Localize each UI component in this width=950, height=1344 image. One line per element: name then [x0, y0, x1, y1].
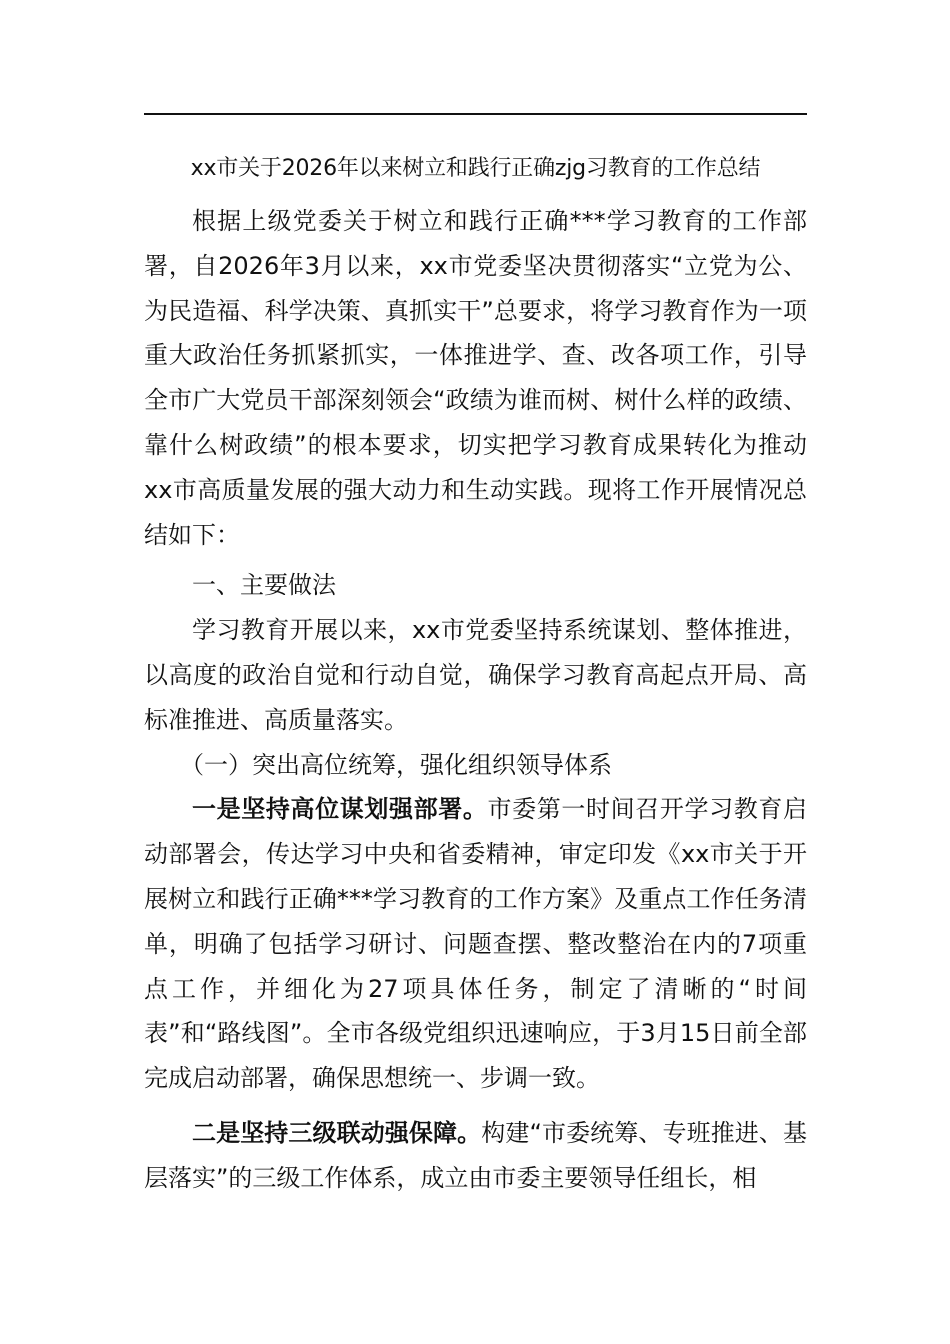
- section-heading: 一、主要做法: [192, 571, 336, 600]
- document-title: xx市关于2026年以来树立和践行正确zjg习教育的工作总结: [190, 156, 761, 181]
- document-body: [144, 199, 807, 1201]
- section-paragraph: 学习教育开展以来，xx市党委坚持系统谋划、整体推进，以高度的政治自觉和行动自觉，确保学习教育高起点开局、高标准推进、高质量落实。: [144, 616, 807, 734]
- item-paragraph-1: [144, 787, 807, 1101]
- item-text-1: 市委第一时间召开学习教育启动部署会，传达学习中央和省委精神，审定印发《xx市关于开展树立和践行正确***学习教育的工作方案》及重点工作任务清单，明确了包括学习研讨、问题查摆、整改整治在内的7项重点工作，并细化为27项具体任务，制定了清晰的“时间表”和“路线图”。全市各级党组织迅速响应，于3月15日前全部完成启动部署，确保思想统一、步调一致。: [144, 795, 807, 1093]
- subsection-heading: （一）突出高位统筹，强化组织领导体系: [180, 750, 612, 779]
- item-lead-1: 一是坚持高位谋划强部署。: [192, 795, 488, 824]
- item-paragraph-2: [144, 1111, 807, 1201]
- item-lead-2: 二是坚持三级联动强保障。: [192, 1118, 482, 1147]
- header-rule: [144, 113, 807, 115]
- item-text-2: 构建“市委统筹、专班推进、基层落实”的三级工作体系，成立由市委主要领导任组长，相: [144, 1118, 807, 1192]
- intro-paragraph: 根据上级党委关于树立和践行正确***学习教育的工作部署，自2026年3月以来，xx市党委坚决贯彻落实“立党为公、为民造福、科学决策、真抓实干”总要求，将学习教育作为一项重大政治任务抓紧抓实，一体推进学、查、改各项工作，引导全市广大党员干部深刻领会“政绩为谁而树、树什么样的政绩、靠什么树政绩”的根本要求，切实把学习教育成果转化为推动xx市高质量发展的强大动力和生动实践。现将工作开展情况总结如下：: [144, 207, 807, 549]
